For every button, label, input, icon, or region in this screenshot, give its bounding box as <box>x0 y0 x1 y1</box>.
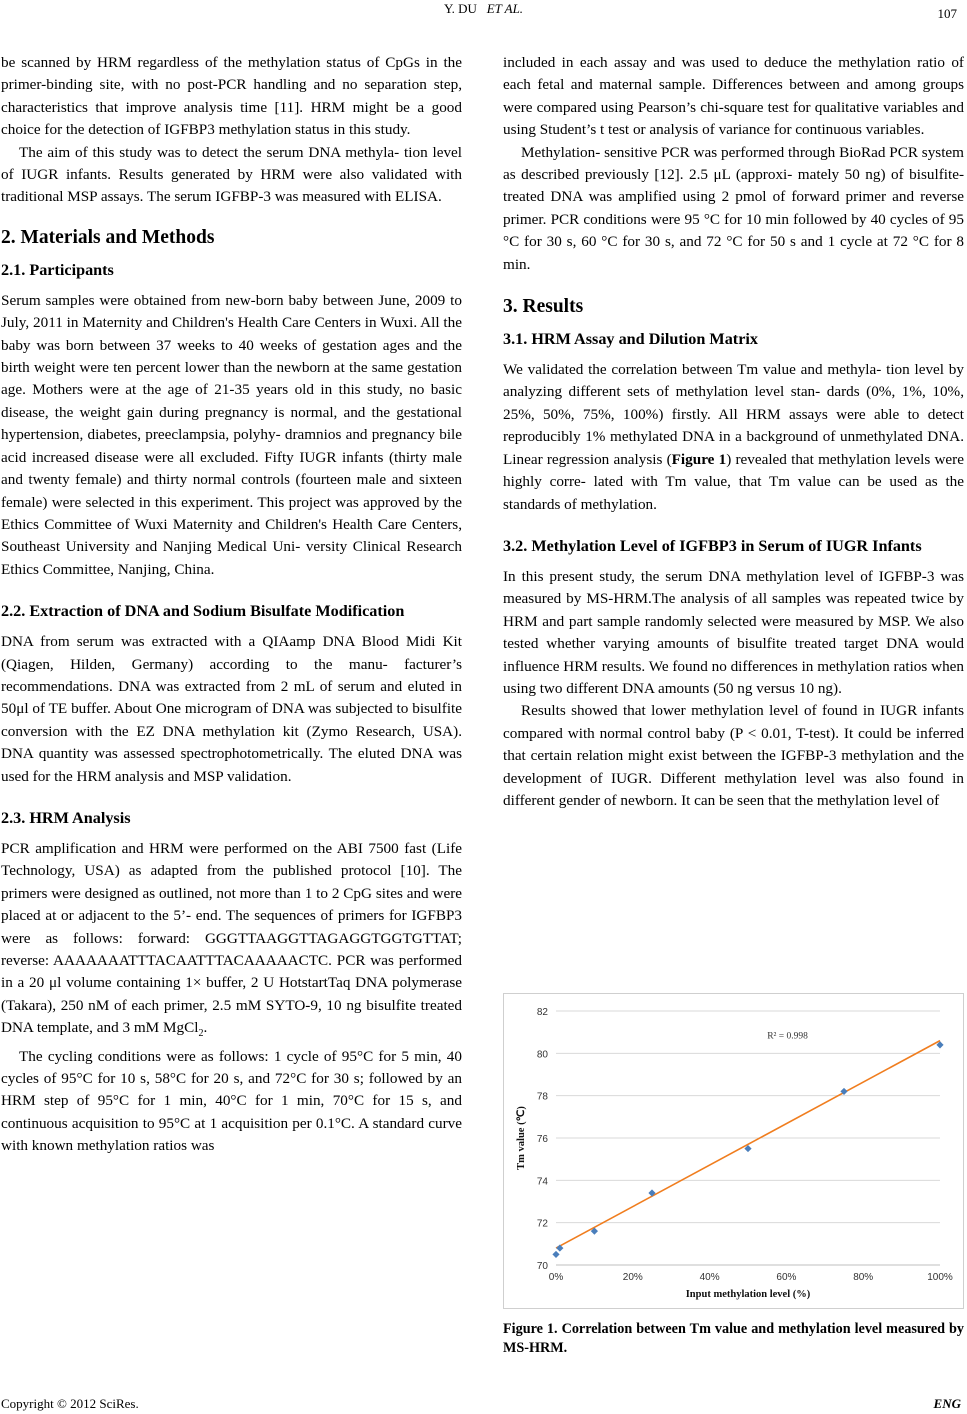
subscript: 2 <box>198 1028 204 1040</box>
copyright: Copyright © 2012 SciRes. <box>1 1396 139 1411</box>
page-number: 107 <box>937 6 957 21</box>
paragraph: The cycling conditions were as follows: 1 cycle of 95°C for 5 min, 40 cycles of 95°C for 10 s, 58°C for 20 s, and 72°C for 30 s; followed by an HRM step of 95°C for 1 min, 40°C for 1 min, 70°C for 15 s, and continuous acquisition to 95°C at 1 acquisition per 0.1°C. A standard curve with known methylation ratios was <box>1 1047 462 1155</box>
y-tick-label: 78 <box>536 1091 548 1103</box>
subsection-heading: 3.2. Methylation Level of IGFBP3 in Serum of IUGR Infants <box>503 536 922 555</box>
subsection-heading: 2.1. Participants <box>1 260 114 279</box>
y-tick-label: 76 <box>536 1134 548 1145</box>
author-name: Y. DU <box>443 1 477 16</box>
subsection-heading: 3.1. HRM Assay and Dilution Matrix <box>503 330 758 349</box>
paragraph: Methylation- sensitive PCR was performed through BioRad PCR system as described previously [12]. 2.5 μL (approxi- mately 50 ng) of bisulfite-treated DNA was amplified using 2 pmol of forward primer and reverse primer. PCR conditions were 95 °C for 10 min followed by 40 cycles of 95 °C for 30 s, 60 °C for 30 s, and 72 °C for 50 s and 1 cycle at 72 °C for 8 min. <box>503 143 964 273</box>
text-run: ) revealed that methylation levels were highly corre- lated with Tm value, that Tm value can be used as the standards of methylation. <box>503 450 964 513</box>
text-run: . <box>203 1019 208 1037</box>
tm-correlation-chart <box>504 994 963 1308</box>
journal-abbrev: ENG <box>933 1396 961 1411</box>
paragraph: The aim of this study was to detect the serum DNA methyla- tion level of IUGR infants. Results generated by HRM were also validated with traditional MSP assays. The serum IGFBP-3 was measured with ELISA. <box>1 143 462 206</box>
y-tick-label: 70 <box>536 1261 548 1272</box>
paragraph: Results showed that lower methylation level of found in IUGR infants compared with normal control baby (P < 0.01, T-test). It could be inferred that certain relation might exist between the IGFBP-3 methylation and the development of IUGR. Different methylation level was also found in different gender of newborn. It can be seen that the methylation level of <box>503 702 964 809</box>
x-tick-label: 100% <box>927 1272 953 1283</box>
text-run: We validated the correlation between Tm value and methyla- tion level by analyzing different sets of methylation level stan- dards (0%, 1%, 10%, 25%, 50%, 75%, 100%) firstly. All HRM assays were able to detect reproducibly 1% methylated DNA in a background of unmethylated DNA. Linear regression analysis ( <box>503 361 964 468</box>
text-run: buffer, 2 U HotstartTaq DNA polymerase (Takara), 250 nM of each primer, 2.5 mM SYTO-9, 10 ng bisulfite treated DNA template, and 3 mM MgCl <box>1 974 462 1037</box>
y-tick-label: 82 <box>536 1007 548 1018</box>
section-heading: 3. Results <box>503 296 584 318</box>
paragraph: PCR amplification and HRM were performed on the ABI 7500 fast (Life Technology, USA) as adapted from the published protocol [10]. The primers were designed as outlined, not more than 1 to 2 CpG sites and were placed at or adjacent to the 5’- end. The sequences of primers for IGFBP3 were as follows: forward: GGGTTAAGGTTAGAGGTGGTGTTAT; reverse: AAAAAAATTTACAATTTACAAAAACTC. PCR was performed in a 20 μl volume containing 1× buffer, 2 U HotstartTaq DNA polymerase (Takara), 250 nM of each primer, 2.5 mM SYTO-9, 10 ng bisulfite treated DNA template, and 3 mM MgCl$_2$. <box>1 839 462 1040</box>
paragraph: DNA from serum was extracted with a QIAamp DNA Blood Midi Kit (Qiagen, Hilden, Germany) according to the manu- facturer’s recommendations. DNA was extracted from 2 mL of serum and eluted in 50μl of TE buffer. About One microgram of DNA was subjected to bisulfite conversion with the EZ DNA methylation kit (Zymo Research, USA). DNA quantity was assessed spectrophotometrically. The eluted DNA was used for the HRM analysis and MSP validation. <box>1 633 462 785</box>
x-tick-label: 40% <box>699 1272 720 1283</box>
r-squared-label: R² = 0.998 <box>767 1031 808 1042</box>
data-point <box>552 1251 559 1258</box>
x-tick-label: 80% <box>853 1272 874 1283</box>
y-tick-label: 72 <box>536 1218 548 1230</box>
x-tick-label: 60% <box>776 1272 797 1283</box>
subsection-heading: 2.3. HRM Analysis <box>1 808 131 827</box>
x-tick-label: 0% <box>548 1272 564 1283</box>
y-tick-label: 80 <box>536 1049 548 1061</box>
paragraph: Serum samples were obtained from new-born baby between June, 2009 to July, 2011 in Maternity and Children's Health Care Centers in Wuxi. All the baby was born between 37 weeks to 40 weeks of gestation ages and the birth weight were ten percent lower than the newborn at the same gestation age. Mothers were at the age of 21-35 years old in this study, no basic disease, the weight gain during pregnancy is normal, and the gestational hypertension, diabetes, preeclampsia, polyhy- dramnios and pregnancy bile acid increased disease were all excluded. Fifty IUGR infants (thirty male and twenty female) and thirty normal controls (fourteen male and sixteen female) were selected in this experiment. This project was approved by the Ethics Committee of Wuxi Maternity and Children's Health Care Centers, Southeast University and Nanjing Medical Uni- versity Clinical Research Ethics Committee, Nanjing, China. <box>1 291 462 578</box>
paragraph: included in each assay and was used to deduce the methylation ratio of each fetal and maternal sample. Differences between and among groups were compared using Pearson’s chi-square test for qualitative variables and using Student’s t test or analysis of variance for continuous variables. <box>503 54 964 139</box>
text-run: PCR amplification and HRM were performed on the ABI 7500 fast (Life Technology, USA) as adapted from the published protocol [10]. The primers were designed as outlined, not more than 1 to 2 CpG sites and were placed at or adjacent to the 5’- end. The sequences of primers for IGFBP3 were as follows: forward: GGGTTAAGGTTAGAGGTGGTGTTAT; reverse: AAAAAAATTTACAATTTACAAAAACTC. PCR was performed in a 20 μl volume containing 1 <box>1 839 462 992</box>
paragraph: In this present study, the serum DNA methylation level of IGFBP-3 was measured by MS-HRM.The analysis of all samples was repeated twice by HRM and part sample randomly selected were measured by MSP. We also tested whether varying amounts of bisulfite treated target DNA would influence HRM results. We found no differences in methylation ratios when using two different DNA amounts (50 ng versus 10 ng). <box>503 567 964 697</box>
y-tick-label: 74 <box>536 1176 548 1188</box>
left-column <box>1 52 462 1158</box>
figure-reference: Figure 1 <box>671 450 727 468</box>
figure-1 <box>503 993 964 1309</box>
x-tick-label: 20% <box>622 1272 643 1283</box>
right-column <box>503 52 964 812</box>
y-axis-title: Tm value (℃) <box>516 1106 527 1170</box>
section-heading: 2. Materials and Methods <box>1 226 215 248</box>
running-title <box>0 1 967 17</box>
figure-caption: Figure 1. Correlation between Tm value and methylation level measured by MS-HRM. <box>503 1321 964 1356</box>
data-point <box>556 1244 563 1251</box>
trendline <box>556 1041 940 1248</box>
subsection-heading: 2.2. Extraction of DNA and Sodium Bisulfate Modification <box>1 602 405 621</box>
paragraph <box>503 359 964 516</box>
running-header <box>0 0 967 22</box>
et-al: ET AL. <box>486 1 524 16</box>
paragraph: be scanned by HRM regardless of the methylation status of CpGs in the primer-binding site, with no post-PCR handling and no separation step, characteristics that improve analysis time [11]. HRM might be a good choice for the detection of IGFBP3 methylation status in this study. <box>1 54 462 139</box>
x-axis-title: Input methylation level (%) <box>685 1289 811 1300</box>
